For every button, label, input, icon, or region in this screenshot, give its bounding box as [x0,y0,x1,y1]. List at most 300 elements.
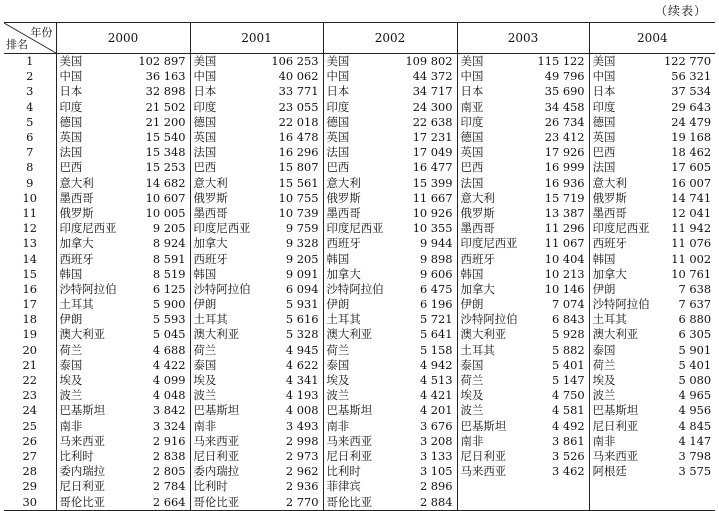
country-cell: 法国 [190,145,257,160]
value-cell: 4 956 [678,403,712,418]
country-cell: 巴基斯坦 [56,403,124,418]
value-cell: 15 807 [278,160,319,175]
country-cell: 俄罗斯 [56,206,124,221]
rank-cell: 30 [4,494,56,510]
country-cell: 泰国 [323,358,391,373]
table-row [4,358,715,373]
country-cell: 韩国 [457,267,523,282]
country-cell: 巴西 [190,160,257,175]
country-cell: 比利时 [190,479,257,494]
value-cell [523,479,589,494]
country-cell: 韩国 [323,251,391,266]
value-cell: 5 593 [152,312,186,327]
country-cell: 日本 [56,84,124,99]
value-cell: 10 213 [544,266,585,281]
value-cell: 34 458 [544,99,585,114]
value-cell: 15 348 [145,145,186,160]
value-cell: 8 519 [152,266,186,281]
country-cell: 日本 [190,84,257,99]
country-cell: 土耳其 [323,312,391,327]
year-header: 2002 [323,23,457,54]
value-cell: 49 796 [544,69,585,84]
country-cell: 沙特阿拉伯 [190,282,257,297]
value-cell: 10 607 [145,190,186,205]
country-cell: 澳大利亚 [323,327,391,342]
value-cell: 115 122 [537,54,585,69]
value-cell: 35 690 [544,84,585,99]
country-cell: 美国 [457,54,523,70]
rank-cell: 29 [22,479,37,494]
rank-cell: 4 [26,99,34,114]
value-cell: 4 965 [678,388,712,403]
value-cell: 3 133 [419,448,453,463]
country-cell: 荷兰 [323,343,391,358]
value-cell: 44 372 [412,69,453,84]
value-cell: 3 676 [419,418,453,433]
value-cell: 122 770 [663,54,712,69]
value-cell: 10 146 [544,281,585,296]
country-cell: 英国 [457,145,523,160]
value-cell: 9 205 [152,221,186,236]
country-cell: 俄罗斯 [190,191,257,206]
country-cell: 印度尼西亚 [323,221,391,236]
rank-cell: 17 [22,297,37,312]
value-cell: 4 492 [551,418,585,433]
value-cell: 3 526 [551,448,585,463]
table-row [4,419,715,434]
value-cell: 22 638 [412,114,453,129]
value-cell: 102 897 [138,54,186,69]
country-cell: 伊朗 [589,282,657,297]
rank-cell: 23 [22,388,37,403]
value-cell [523,494,589,510]
country-cell: 巴西 [323,160,391,175]
table-body [4,54,715,511]
country-cell: 比利时 [56,449,124,464]
value-cell: 5 328 [285,327,319,342]
country-cell: 印度尼西亚 [457,236,523,251]
value-cell: 4 622 [285,357,319,372]
value-cell: 3 493 [285,418,319,433]
rank-cell: 12 [22,221,37,236]
year-header: 2004 [589,23,715,54]
rank-cell: 8 [26,160,34,175]
country-cell: 马来西亚 [56,434,124,449]
value-cell: 2 664 [124,494,190,510]
year-axis-label: 年份 [30,26,53,39]
table-row [4,464,715,479]
value-cell: 2 770 [257,494,323,510]
value-cell: 4 750 [551,388,585,403]
country-cell: 西班牙 [589,236,657,251]
value-cell: 6 125 [152,281,186,296]
country-cell: 澳大利亚 [589,327,657,342]
value-cell: 17 605 [671,160,712,175]
rank-axis-label: 排名 [6,38,28,51]
value-cell: 15 540 [145,130,186,145]
country-cell: 墨西哥 [589,206,657,221]
rank-cell: 1 [26,54,34,69]
country-cell: 南非 [323,419,391,434]
country-cell: 加拿大 [589,267,657,282]
country-cell: 德国 [589,115,657,130]
value-cell: 2 973 [285,448,319,463]
country-cell: 印度 [323,100,391,115]
country-cell: 澳大利亚 [56,327,124,342]
value-cell: 22 018 [278,114,319,129]
country-cell: 土耳其 [190,312,257,327]
value-cell: 3 105 [419,464,453,479]
country-cell: 荷兰 [589,358,657,373]
country-cell [589,494,657,510]
country-cell: 印度 [589,100,657,115]
country-cell: 土耳其 [457,343,523,358]
country-cell: 哥伦比亚 [190,494,257,510]
year-header: 2000 [56,23,190,54]
table-row [4,84,715,99]
rank-cell: 14 [22,251,37,266]
value-cell: 10 404 [544,251,585,266]
country-cell: 波兰 [589,388,657,403]
value-cell: 4 421 [419,388,453,403]
table-row [4,176,715,191]
table-row [4,297,715,312]
value-cell: 9 944 [419,236,453,251]
year-header: 2001 [190,23,323,54]
country-cell: 中国 [323,69,391,84]
country-cell: 伊朗 [190,297,257,312]
value-cell: 5 641 [419,327,453,342]
rank-cell: 26 [22,433,37,448]
value-cell: 11 076 [671,236,712,251]
rank-cell: 21 [22,357,37,372]
value-cell: 2 896 [419,479,453,494]
value-cell: 9 205 [285,251,319,266]
rank-cell: 27 [22,448,37,463]
country-cell: 中国 [457,69,523,84]
value-cell: 5 401 [551,357,585,372]
country-cell: 西班牙 [323,236,391,251]
value-cell: 11 002 [671,251,712,266]
rank-cell: 22 [22,373,37,388]
value-cell: 11 067 [544,236,585,251]
country-cell [457,479,523,494]
value-cell: 23 412 [544,130,585,145]
value-cell: 3 861 [551,433,585,448]
country-cell: 南非 [589,434,657,449]
country-cell: 俄罗斯 [323,191,391,206]
rank-cell: 10 [22,190,37,205]
value-cell: 9 606 [419,266,453,281]
header-row [4,23,715,54]
value-cell: 6 843 [551,312,585,327]
country-cell: 马来西亚 [323,434,391,449]
country-cell: 韩国 [589,251,657,266]
table-row [4,115,715,130]
value-cell: 10 739 [278,205,319,220]
value-cell: 18 462 [671,145,712,160]
table-row [4,403,715,418]
value-cell: 21 502 [145,99,186,114]
table-row [4,130,715,145]
value-cell: 9 328 [285,236,319,251]
value-cell: 7 637 [678,297,712,312]
country-cell: 美国 [589,54,657,70]
rank-cell: 2 [26,69,34,84]
value-cell: 5 401 [678,357,712,372]
value-cell: 8 591 [152,251,186,266]
country-cell: 印度 [56,100,124,115]
value-cell: 5 080 [678,373,712,388]
value-cell: 17 231 [412,130,453,145]
country-cell: 巴基斯坦 [589,403,657,418]
country-cell: 意大利 [457,191,523,206]
country-cell: 德国 [56,115,124,130]
rank-cell: 25 [22,418,37,433]
value-cell: 7 074 [551,297,585,312]
table-row [4,479,715,494]
rank-cell: 6 [26,130,34,145]
country-cell: 印度 [457,115,523,130]
value-cell: 5 900 [152,297,186,312]
value-cell: 2 936 [285,479,319,494]
value-cell [657,494,715,510]
value-cell: 10 005 [145,205,186,220]
value-cell: 14 682 [145,175,186,190]
value-cell: 4 099 [152,373,186,388]
country-cell: 巴西 [56,160,124,175]
table-row [4,221,715,236]
country-cell: 澳大利亚 [190,327,257,342]
value-cell: 2 962 [285,464,319,479]
value-cell [657,479,715,494]
country-cell: 意大利 [56,176,124,191]
value-cell: 16 477 [412,160,453,175]
value-cell: 36 163 [145,69,186,84]
value-cell: 34 717 [412,84,453,99]
value-cell: 9 759 [285,221,319,236]
country-cell: 德国 [190,115,257,130]
country-cell: 土耳其 [589,312,657,327]
value-cell: 3 575 [678,464,712,479]
country-cell: 南非 [56,419,124,434]
value-cell: 13 387 [544,205,585,220]
value-cell: 3 798 [678,448,712,463]
value-cell: 6 094 [285,281,319,296]
value-cell: 4 513 [419,373,453,388]
value-cell: 4 845 [678,418,712,433]
country-cell: 委内瑞拉 [190,464,257,479]
country-cell: 英国 [323,130,391,145]
country-cell: 中国 [190,69,257,84]
value-cell: 109 802 [405,54,453,69]
rank-cell: 5 [26,114,34,129]
table-row [4,251,715,266]
rank-cell: 9 [26,175,34,190]
rank-cell: 19 [22,327,37,342]
country-cell: 尼日利亚 [457,449,523,464]
country-cell: 韩国 [190,267,257,282]
country-cell: 英国 [190,130,257,145]
value-cell: 11 942 [671,221,712,236]
table-row [4,434,715,449]
country-cell: 法国 [457,176,523,191]
table-row [4,236,715,251]
gdp-ranking-table [4,22,715,511]
country-cell: 尼日利亚 [589,419,657,434]
table-row [4,282,715,297]
value-cell: 4 942 [419,357,453,372]
value-cell: 2 838 [152,448,186,463]
rank-cell: 28 [22,464,37,479]
value-cell: 6 196 [419,297,453,312]
country-cell: 比利时 [323,464,391,479]
continued-label: （续表） [654,4,707,18]
rank-cell: 3 [26,84,34,99]
country-cell: 沙特阿拉伯 [457,312,523,327]
value-cell: 11 667 [412,190,453,205]
country-cell: 西班牙 [56,251,124,266]
country-cell: 日本 [589,84,657,99]
value-cell: 5 616 [285,312,319,327]
value-cell: 6 305 [678,327,712,342]
country-cell: 波兰 [56,388,124,403]
country-cell [457,494,523,510]
value-cell: 5 147 [551,373,585,388]
country-cell: 荷兰 [190,343,257,358]
value-cell: 2 916 [152,433,186,448]
table-row [4,54,715,70]
value-cell: 4 193 [285,388,319,403]
value-cell: 16 478 [278,130,319,145]
country-cell: 加拿大 [56,236,124,251]
country-cell: 中国 [56,69,124,84]
value-cell: 26 734 [544,114,585,129]
country-cell: 荷兰 [457,373,523,388]
rank-cell: 20 [22,342,37,357]
country-cell: 委内瑞拉 [56,464,124,479]
country-cell: 土耳其 [56,297,124,312]
country-cell: 埃及 [190,373,257,388]
value-cell: 11 296 [544,221,585,236]
value-cell: 5 045 [152,327,186,342]
value-cell: 17 926 [544,145,585,160]
value-cell: 4 688 [152,342,186,357]
value-cell: 106 253 [271,54,319,69]
value-cell: 4 422 [152,357,186,372]
value-cell: 7 638 [678,281,712,296]
table-row [4,100,715,115]
country-cell: 南非 [457,434,523,449]
value-cell: 17 049 [412,145,453,160]
country-cell: 墨西哥 [457,221,523,236]
value-cell: 16 999 [544,160,585,175]
value-cell: 32 898 [145,84,186,99]
value-cell: 24 300 [412,99,453,114]
value-cell: 2 998 [285,433,319,448]
country-cell: 意大利 [323,176,391,191]
value-cell: 29 643 [671,99,712,114]
country-cell: 俄罗斯 [457,206,523,221]
value-cell: 10 761 [671,266,712,281]
country-cell: 波兰 [323,388,391,403]
value-cell: 23 055 [278,99,319,114]
value-cell: 3 208 [419,433,453,448]
country-cell: 阿根廷 [589,464,657,479]
country-cell: 巴西 [589,145,657,160]
country-cell: 哥伦比亚 [56,494,124,510]
value-cell: 4 341 [285,373,319,388]
country-cell: 尼日利亚 [323,449,391,464]
value-cell: 4 201 [419,403,453,418]
value-cell: 2 884 [391,494,457,510]
country-cell: 泰国 [457,358,523,373]
country-cell: 加拿大 [323,267,391,282]
country-cell: 巴基斯坦 [323,403,391,418]
country-cell: 埃及 [323,373,391,388]
rank-cell: 24 [22,403,37,418]
value-cell: 10 355 [412,221,453,236]
table-row [4,343,715,358]
country-cell: 意大利 [589,176,657,191]
country-cell: 泰国 [589,343,657,358]
value-cell: 16 936 [544,175,585,190]
value-cell: 14 741 [671,190,712,205]
country-cell: 马来西亚 [457,464,523,479]
country-cell: 泰国 [56,358,124,373]
value-cell: 5 928 [551,327,585,342]
rank-cell: 11 [22,205,37,220]
table-row [4,206,715,221]
country-cell: 巴基斯坦 [190,403,257,418]
rank-cell: 15 [22,266,37,281]
value-cell: 5 931 [285,297,319,312]
country-cell: 印度 [190,100,257,115]
value-cell: 4 945 [285,342,319,357]
value-cell: 40 062 [278,69,319,84]
value-cell: 6 880 [678,312,712,327]
country-cell: 马来西亚 [589,449,657,464]
value-cell: 21 200 [145,114,186,129]
value-cell: 5 882 [551,342,585,357]
country-cell: 沙特阿拉伯 [589,297,657,312]
table-row [4,69,715,84]
country-cell: 美国 [190,54,257,70]
country-cell: 尼日利亚 [190,449,257,464]
country-cell: 南非 [190,419,257,434]
country-cell: 西班牙 [190,251,257,266]
rank-cell: 18 [22,312,37,327]
value-cell: 37 534 [671,84,712,99]
country-cell: 美国 [56,54,124,70]
country-cell: 中国 [589,69,657,84]
country-cell: 英国 [56,130,124,145]
country-cell: 埃及 [56,373,124,388]
value-cell: 10 926 [412,205,453,220]
country-cell: 西班牙 [457,251,523,266]
country-cell: 法国 [323,145,391,160]
value-cell: 15 719 [544,190,585,205]
country-cell: 德国 [323,115,391,130]
country-cell: 德国 [457,130,523,145]
country-cell: 菲律宾 [323,479,391,494]
value-cell: 24 479 [671,114,712,129]
country-cell: 荷兰 [56,343,124,358]
country-cell: 伊朗 [457,297,523,312]
value-cell: 19 168 [671,130,712,145]
value-cell: 16 296 [278,145,319,160]
country-cell: 南亚 [457,100,523,115]
